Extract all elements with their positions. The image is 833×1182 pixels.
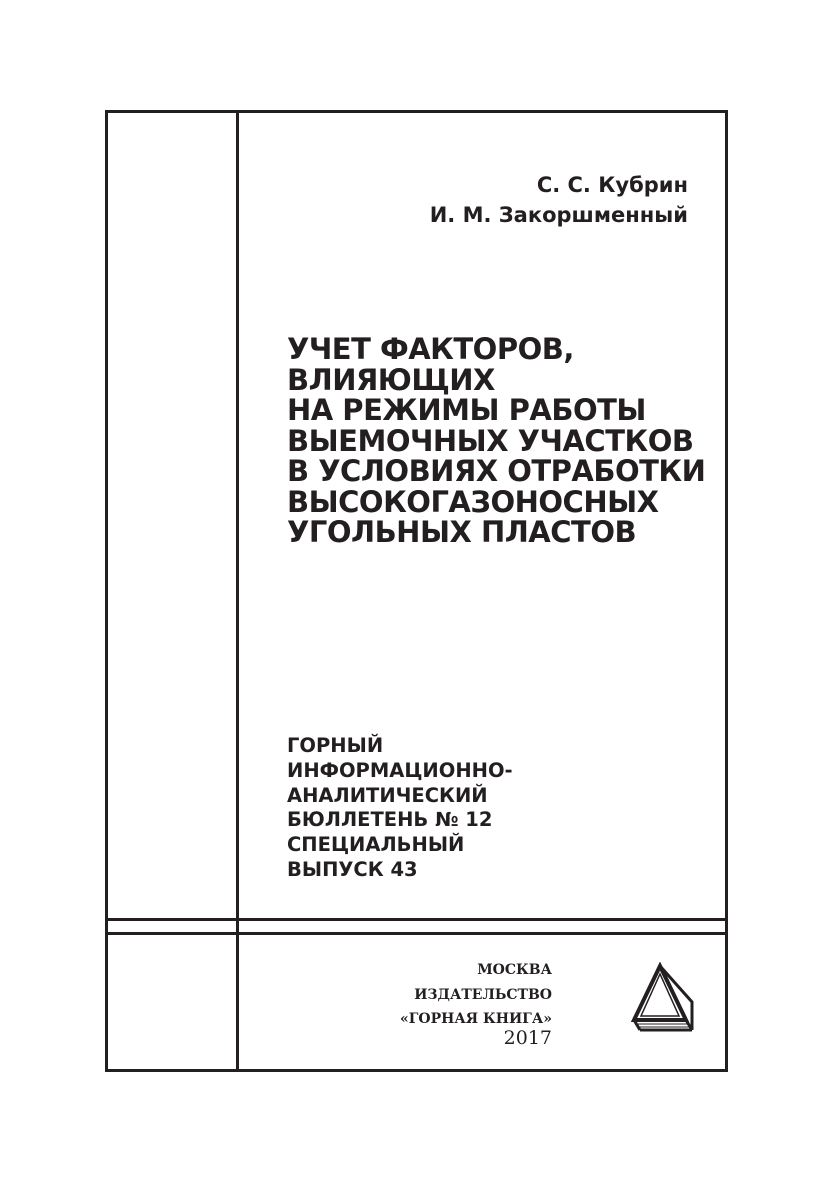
publisher-label: ИЗДАТЕЛЬСТВО bbox=[414, 986, 552, 1003]
series-line: ИНФОРМАЦИОННО- bbox=[287, 758, 513, 782]
publisher-city: МОСКВА bbox=[477, 962, 552, 978]
cover-frame bbox=[105, 110, 728, 1072]
authors-block bbox=[430, 170, 688, 230]
series-line: БЮЛЛЕТЕНЬ № 12 bbox=[287, 808, 493, 832]
publication-year: 2017 bbox=[503, 1027, 552, 1049]
horizontal-rule-upper bbox=[105, 918, 728, 921]
author-2: И. М. Закоршменный bbox=[429, 203, 688, 227]
horizontal-rule-lower bbox=[105, 932, 728, 935]
series-line: ГОРНЫЙ bbox=[287, 734, 384, 757]
series-line: ВЫПУСК 43 bbox=[287, 857, 418, 881]
title-line: УЧЕТ ФАКТОРОВ, bbox=[287, 332, 574, 366]
book-title bbox=[287, 334, 705, 548]
title-line: ВЫЕМОЧНЫХ УЧАСТКОВ bbox=[287, 423, 694, 458]
vertical-rule bbox=[236, 110, 239, 1072]
series-info bbox=[287, 734, 513, 883]
title-line: В УСЛОВИЯХ ОТРАБОТКИ bbox=[287, 454, 706, 488]
title-line: УГОЛЬНЫХ ПЛАСТОВ bbox=[287, 515, 637, 549]
author-1: С. С. Кубрин bbox=[536, 173, 688, 197]
series-line: АНАЛИТИЧЕСКИЙ bbox=[287, 783, 488, 807]
publisher-triangle-logo-icon bbox=[630, 962, 700, 1032]
title-line: ВЛИЯЮЩИХ bbox=[287, 362, 495, 397]
publisher-block bbox=[400, 958, 552, 1032]
title-line: ВЫСОКОГАЗОНОСНЫХ bbox=[287, 484, 659, 519]
publisher-name: «ГОРНАЯ КНИГА» bbox=[400, 1011, 552, 1027]
series-line: СПЕЦИАЛЬНЫЙ bbox=[287, 833, 465, 857]
title-line: НА РЕЖИМЫ РАБОТЫ bbox=[287, 393, 646, 427]
